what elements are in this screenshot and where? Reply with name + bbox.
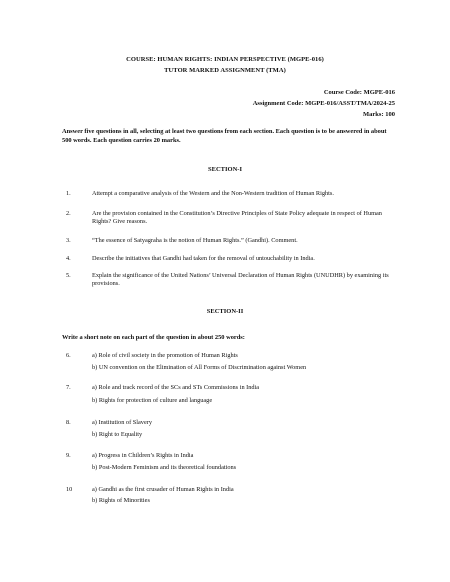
instructions: Answer five questions in all, selecting at least two questions from each section. Each question is to be answered in about 500 words. Each question carries 20 marks.: [62, 128, 387, 144]
question-part-b: b) Right to Equality: [92, 431, 143, 438]
assignment-title: TUTOR MARKED ASSIGNMENT (TMA): [164, 67, 286, 74]
question-text: Describe the initiatives that Gandhi had taken for the removal of untouchability in India.: [92, 255, 315, 262]
section-2-note: Write a short note on each part of the question in about 250 words:: [62, 334, 245, 341]
section-2-title: SECTION-II: [206, 308, 244, 315]
question-part-a: a) Gandhi as the first crusader of Human Rights in India: [92, 486, 234, 493]
question-text: Explain the significance of the United Nations’ Universal Declaration of Human Rights (UNUDHR) by examining its provisions.: [92, 272, 389, 288]
question-part-a: a) Role of civil society in the promotion of Human Rights: [92, 352, 238, 359]
question-number: 9.: [66, 452, 71, 459]
question-part-b: b) Rights for protection of culture and language: [92, 397, 213, 404]
question-number: 4.: [66, 255, 71, 262]
question-number: 3.: [66, 237, 71, 244]
question-text: “The essence of Satyagraha is the notion of Human Rights.” (Gandhi). Comment.: [92, 237, 298, 244]
question-number: 8.: [66, 419, 71, 426]
question-part-a: a) Role and track record of the SCs and STs Commissions in India: [92, 384, 260, 391]
marks: Marks: 100: [363, 111, 395, 118]
question-number: 6.: [66, 352, 71, 359]
question-part-b: b) UN convention on the Elimination of All Forms of Discrimination against Women: [92, 364, 307, 371]
question-number: 2.: [66, 210, 71, 217]
question-text: Are the provision contained in the Constitution’s Directive Principles of State Policy adequate in respect of Human Rights? Give reasons.: [92, 210, 382, 226]
course-title: COURSE: HUMAN RIGHTS: INDIAN PERSPECTIVE (MGPE-016): [126, 56, 324, 63]
question-number: 7.: [66, 384, 71, 391]
assignment-code: Assignment Code: MGPE-016/ASST/TMA/2024-25: [252, 100, 395, 107]
question-part-a: a) Institution of Slavery: [92, 419, 152, 426]
question-number: 5.: [66, 272, 71, 279]
course-code: Course Code: MGPE-016: [323, 89, 395, 96]
question-number: 1.: [66, 190, 71, 197]
section-1-title: SECTION-I: [208, 166, 242, 173]
question-text: Attempt a comparative analysis of the Western and the Non-Western tradition of Human Rights.: [92, 190, 334, 197]
question-part-a: a) Progress in Children’s Rights in India: [92, 452, 194, 459]
question-number: 10: [66, 486, 73, 493]
question-part-b: b) Post-Modern Feminism and its theoretical foundations: [92, 464, 237, 471]
question-part-b: b) Rights of Minorities: [92, 497, 150, 504]
